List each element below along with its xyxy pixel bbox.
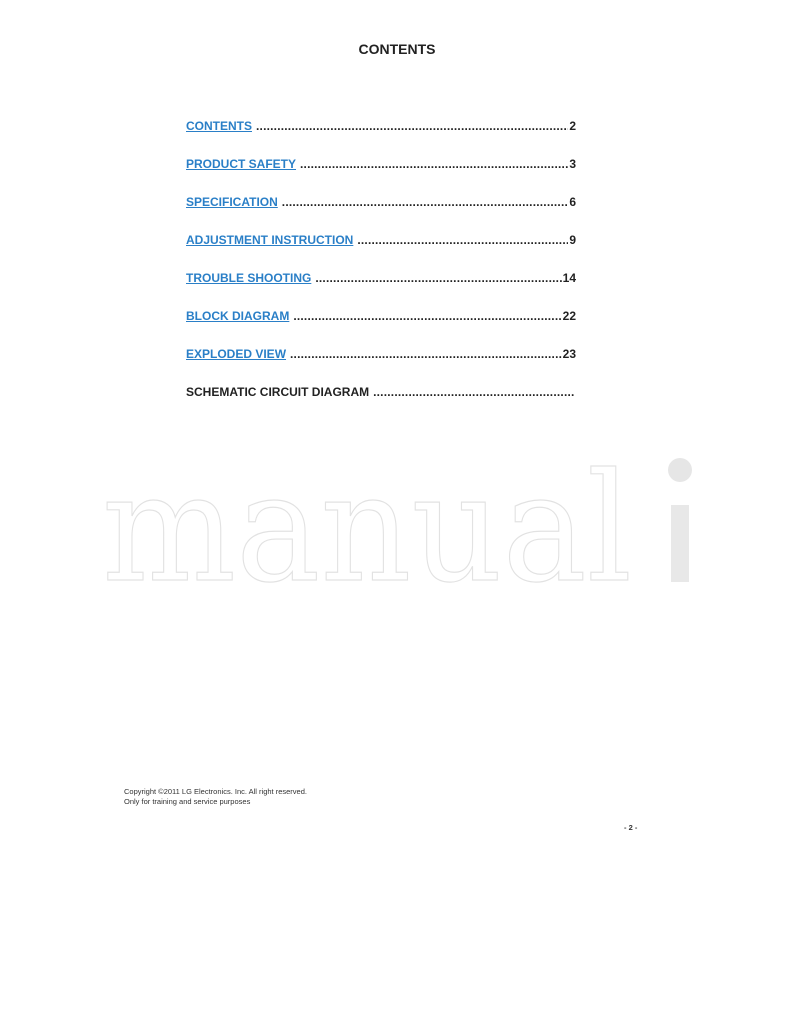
toc-page: 14 [562, 271, 576, 285]
page-title: CONTENTS [358, 41, 436, 57]
leader-dots [373, 384, 575, 400]
toc-page: 22 [562, 309, 576, 323]
toc-row-specification [186, 194, 576, 232]
toc-row-exploded-view [186, 346, 576, 384]
leader-dots [293, 308, 561, 324]
toc-link-product-safety[interactable]: PRODUCT SAFETY [186, 157, 297, 171]
manuali-watermark-logo [100, 455, 700, 590]
watermark-i-stem [671, 505, 689, 582]
toc-row-block-diagram [186, 308, 576, 346]
toc-row-adjustment-instruction [186, 232, 576, 270]
toc-link-trouble-shooting[interactable]: TROUBLE SHOOTING [186, 271, 312, 285]
toc-row-schematic-circuit-diagram [186, 384, 576, 422]
toc-row-product-safety [186, 156, 576, 194]
toc-link-contents[interactable]: CONTENTS [186, 119, 252, 133]
leader-dots [282, 194, 569, 210]
watermark-text: manual [102, 455, 632, 590]
page-number: - 2 - [624, 823, 638, 832]
leader-dots [300, 156, 568, 172]
toc-page: 2 [569, 119, 576, 133]
leader-dots [357, 232, 568, 248]
watermark-i-dot [668, 458, 692, 482]
copyright-text: Copyright ©2011 LG Electronics. Inc. All right reserved. [124, 787, 307, 796]
toc-page: 23 [562, 347, 576, 361]
toc-link-block-diagram[interactable]: BLOCK DIAGRAM [186, 309, 290, 323]
leader-dots [290, 346, 562, 362]
toc-link-specification[interactable]: SPECIFICATION [186, 195, 278, 209]
toc-row-contents [186, 118, 576, 156]
leader-dots [315, 270, 561, 286]
toc-page: 9 [569, 233, 576, 247]
toc-row-trouble-shooting [186, 270, 576, 308]
footer-copyright [124, 787, 307, 807]
toc-link-exploded-view[interactable]: EXPLODED VIEW [186, 347, 287, 361]
table-of-contents [186, 118, 576, 422]
leader-dots [256, 118, 568, 134]
toc-label-schematic: SCHEMATIC CIRCUIT DIAGRAM [186, 385, 370, 399]
toc-page: 3 [569, 157, 576, 171]
toc-link-adjustment-instruction[interactable]: ADJUSTMENT INSTRUCTION [186, 233, 354, 247]
usage-note: Only for training and service purposes [124, 797, 251, 806]
toc-page: 6 [569, 195, 576, 209]
